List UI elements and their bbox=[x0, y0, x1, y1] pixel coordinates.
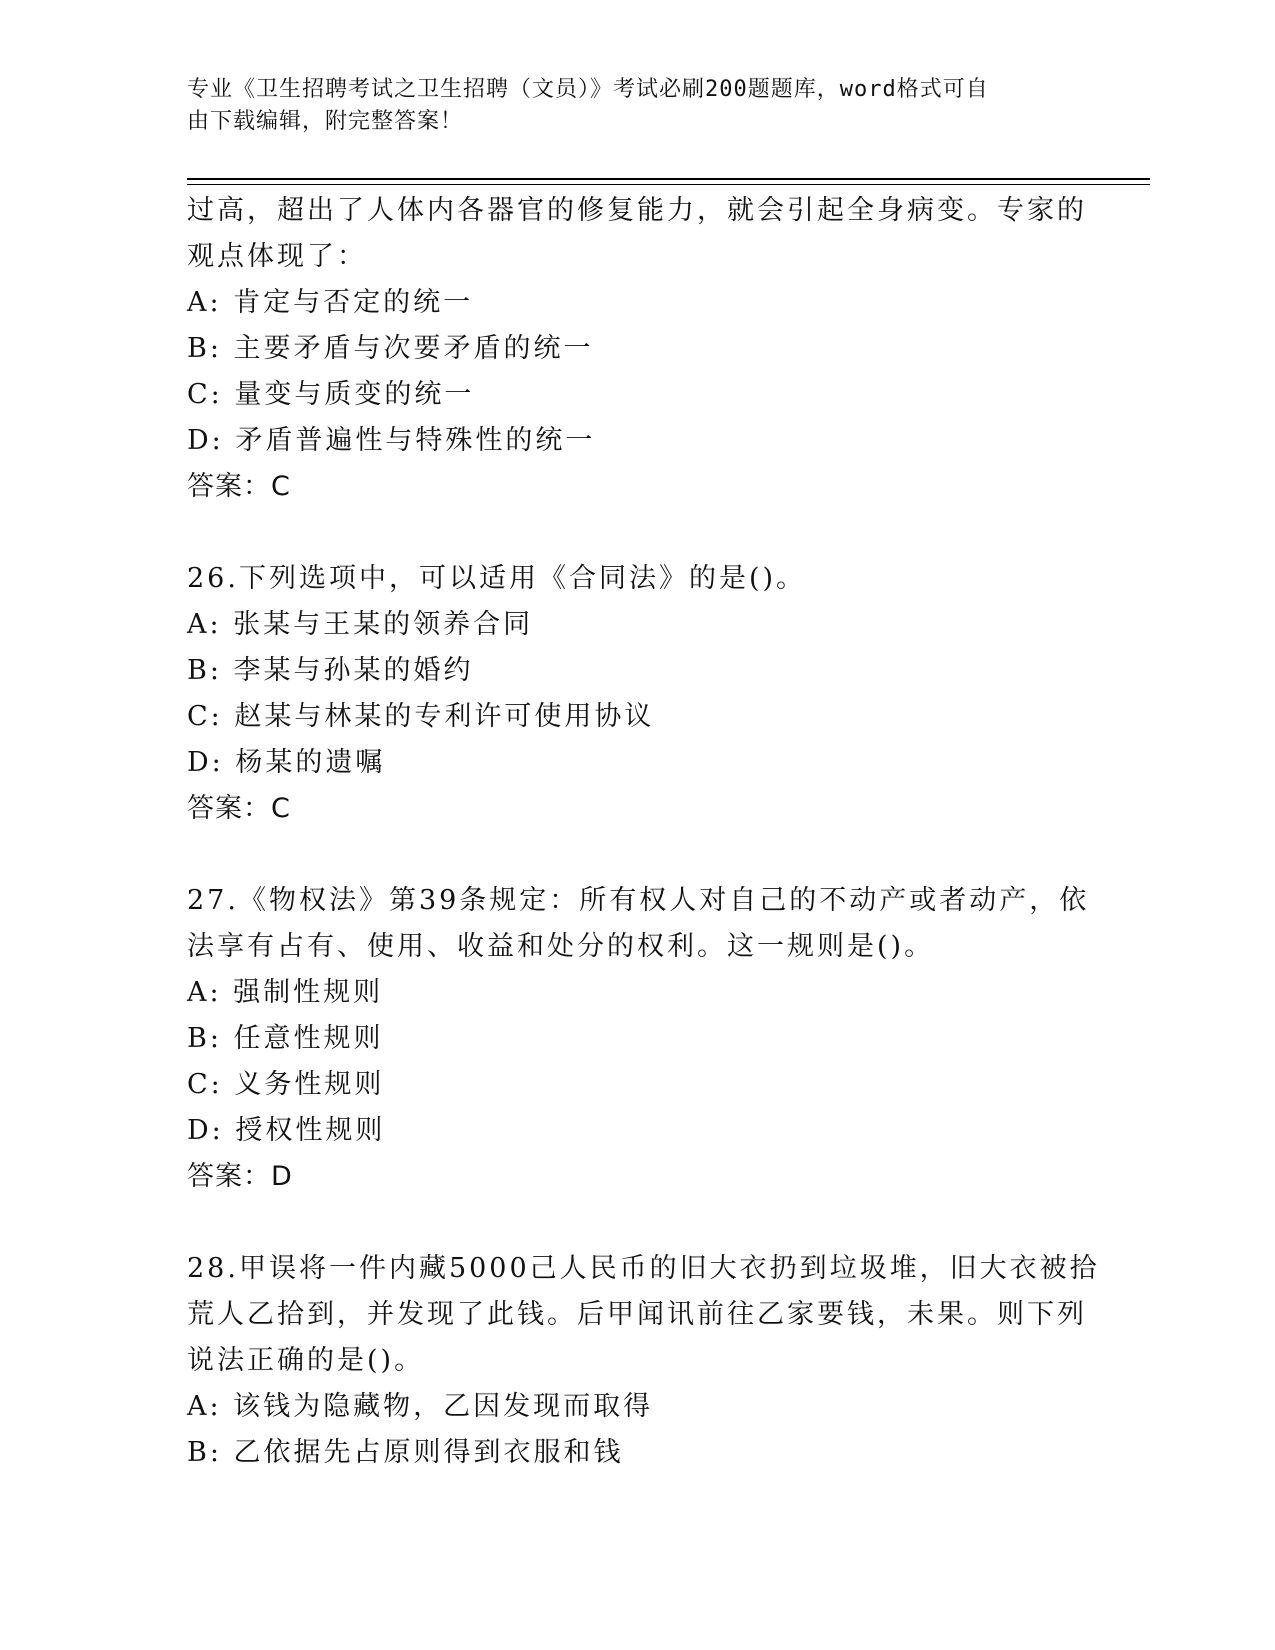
option-a: A: 该钱为隐藏物，乙因发现而取得 bbox=[187, 1391, 654, 1422]
question-stem-line: 法享有占有、使用、收益和处分的权利。这一规则是()。 bbox=[187, 931, 935, 962]
question-stem-line: 26.下列选项中，可以适用《合同法》的是()。 bbox=[187, 563, 807, 594]
option-a: A: 强制性规则 bbox=[187, 977, 384, 1008]
spacer bbox=[187, 510, 1067, 556]
option-c: C: 赵某与林某的专利许可使用协议 bbox=[187, 701, 655, 732]
option-b: B: 乙依据先占原则得到衣服和钱 bbox=[187, 1437, 624, 1468]
answer-line: 答案：C bbox=[187, 471, 291, 502]
question-stem-line: 28.甲误将一件内藏5000己人民币的旧大衣扔到垃圾堆，旧大衣被拾 bbox=[187, 1253, 1100, 1284]
question-25 bbox=[187, 188, 1087, 510]
option-b: B: 任意性规则 bbox=[187, 1023, 384, 1054]
option-a: A: 张某与王某的领养合同 bbox=[187, 609, 534, 640]
spacer bbox=[187, 1200, 1067, 1246]
header-line-1: 专业《卫生招聘考试之卫生招聘（文员）》考试必刷200题题库，word格式可自 bbox=[187, 77, 989, 102]
question-28 bbox=[187, 1246, 1100, 1476]
answer-line: 答案：D bbox=[187, 1161, 293, 1192]
header-divider-thin bbox=[187, 184, 1150, 185]
header-line-2: 由下载编辑，附完整答案！ bbox=[187, 109, 464, 134]
question-stem-line: 27.《物权法》第39条规定：所有权人对自己的不动产或者动产，依 bbox=[187, 885, 1090, 916]
question-26 bbox=[187, 556, 1067, 832]
option-a: A: 肯定与否定的统一 bbox=[187, 287, 474, 318]
question-27 bbox=[187, 878, 1090, 1200]
question-stem-line: 过高，超出了人体内各器官的修复能力，就会引起全身病变。专家的 bbox=[187, 195, 1087, 226]
document-header bbox=[187, 74, 1067, 138]
option-c: C: 义务性规则 bbox=[187, 1069, 385, 1100]
option-b: B: 李某与孙某的婚约 bbox=[187, 655, 474, 686]
question-stem-line: 观点体现了： bbox=[187, 241, 367, 272]
option-b: B: 主要矛盾与次要矛盾的统一 bbox=[187, 333, 594, 364]
option-d: D: 杨某的遗嘱 bbox=[187, 747, 386, 778]
question-stem-line: 说法正确的是()。 bbox=[187, 1345, 425, 1376]
question-list bbox=[187, 188, 1100, 1476]
option-c: C: 量变与质变的统一 bbox=[187, 379, 475, 410]
option-d: D: 矛盾普遍性与特殊性的统一 bbox=[187, 425, 596, 456]
question-stem-line: 荒人乙拾到，并发现了此钱。后甲闻讯前往乙家要钱，未果。则下列 bbox=[187, 1299, 1087, 1330]
header-divider-thick bbox=[187, 178, 1150, 180]
spacer bbox=[187, 832, 1067, 878]
answer-line: 答案：C bbox=[187, 793, 291, 824]
option-d: D: 授权性规则 bbox=[187, 1115, 386, 1146]
